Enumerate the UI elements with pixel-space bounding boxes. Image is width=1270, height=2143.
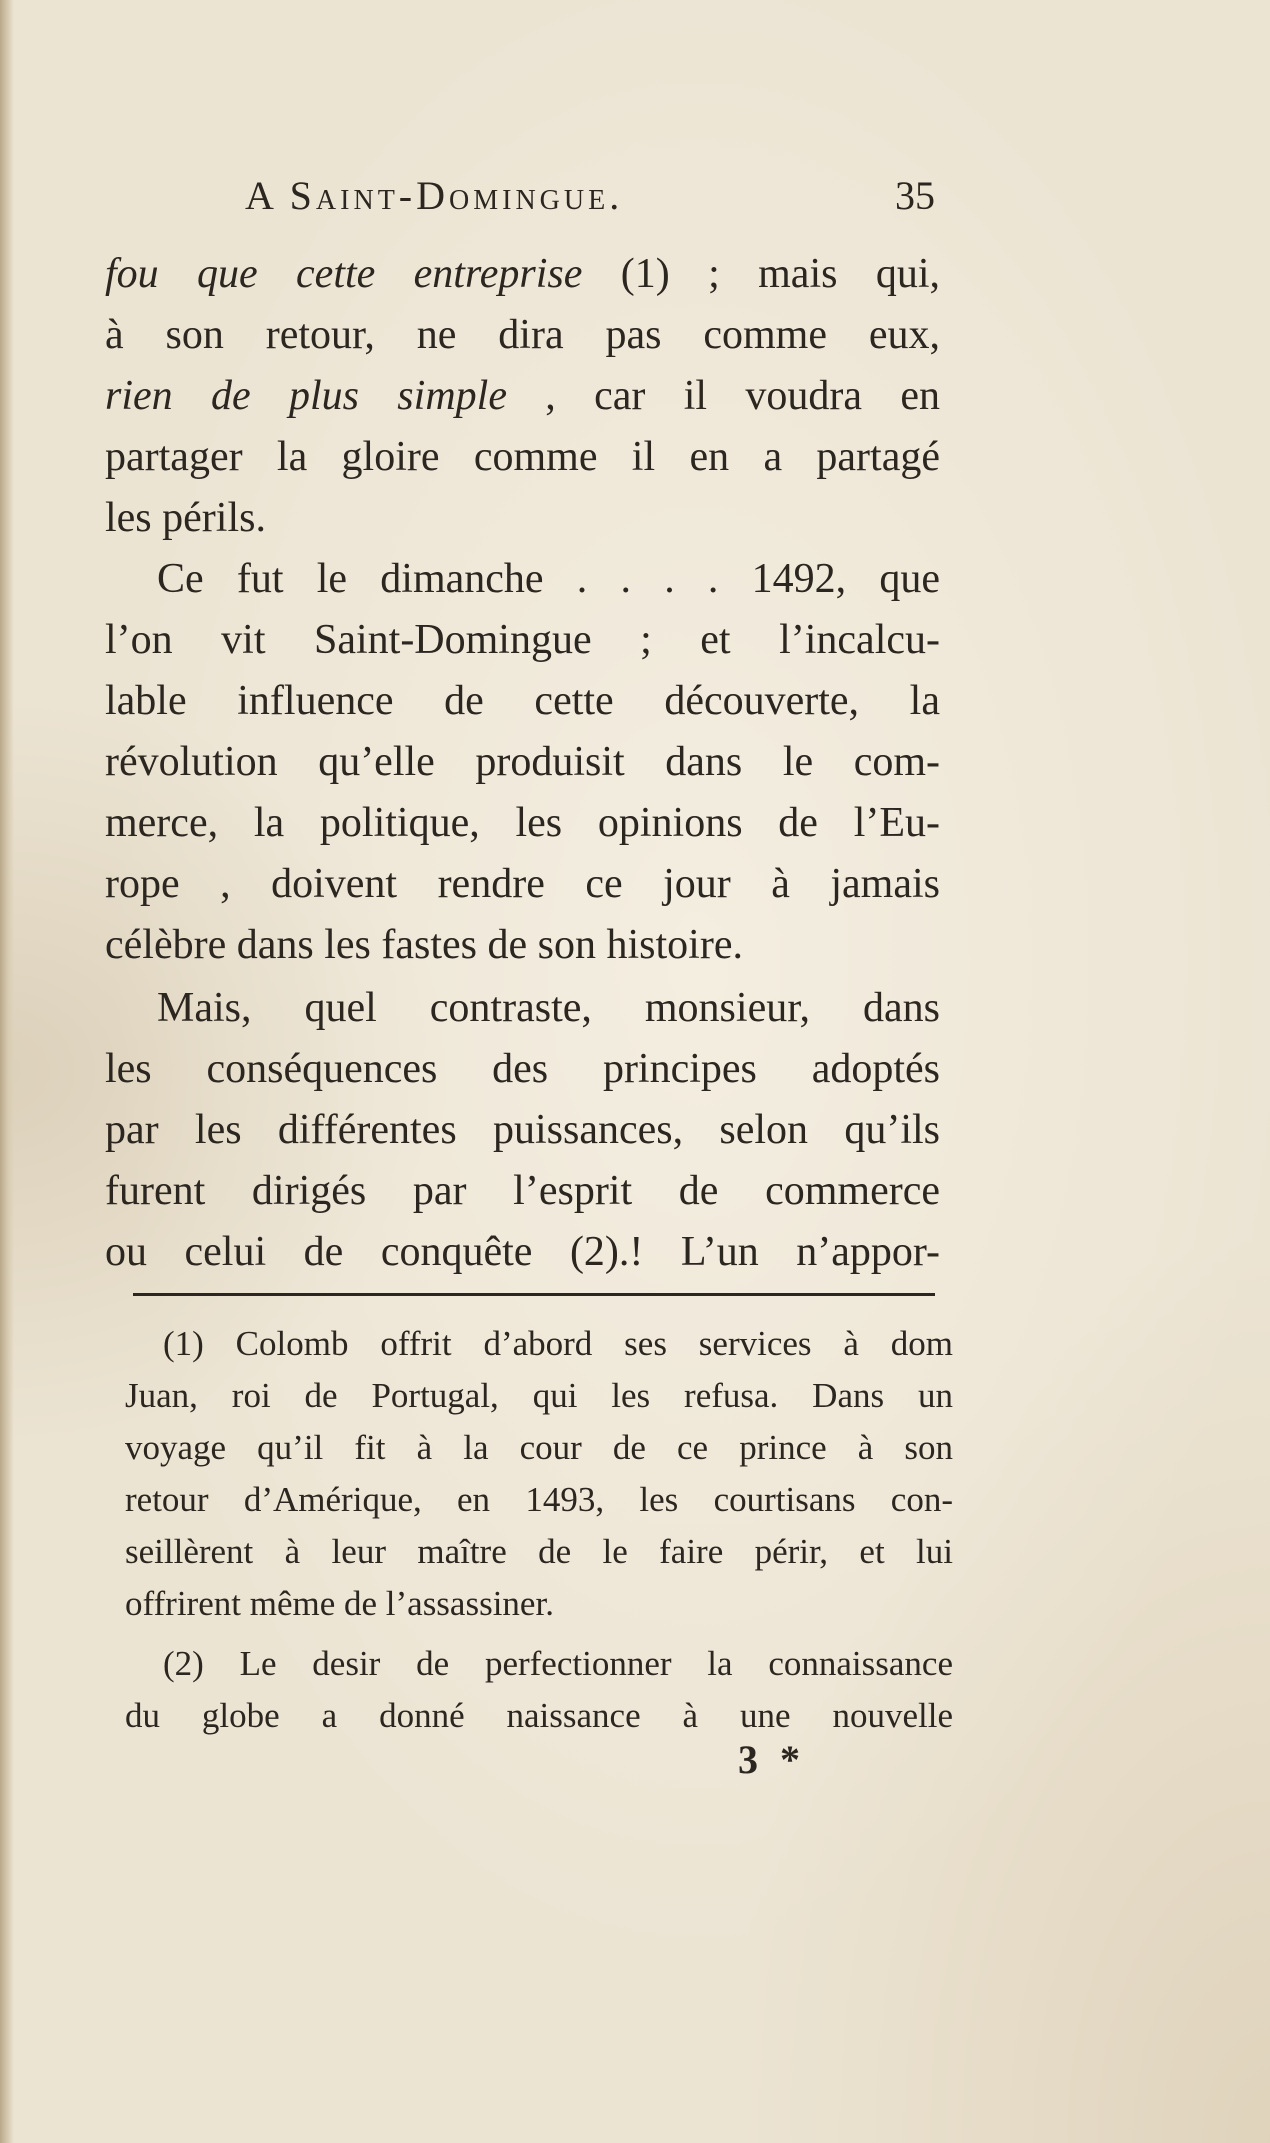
footnote-line: offrirent même de l’assassiner. <box>125 1584 554 1623</box>
footnote-line: du globe a donné naissance à une nouvelle <box>125 1696 953 1735</box>
body-line: révolution qu’elle produisit dans le com- <box>105 739 940 785</box>
footnote-line: seillèrent à leur maître de le faire périr, et lui <box>125 1532 953 1571</box>
footnote-rule <box>133 1293 935 1296</box>
footnote-line: retour d’Amérique, en 1493, les courtisans con- <box>125 1480 953 1519</box>
body-line: à son retour, ne dira pas comme eux, <box>105 312 940 358</box>
body-line-text: , car il voudra en <box>506 373 940 419</box>
body-line: les conséquences des principes adoptés <box>105 1046 940 1092</box>
body-line: par les différentes puissances, selon qu’ils <box>105 1107 940 1153</box>
body-text <box>105 244 940 1283</box>
footnote-line: (1) Colomb offrit d’abord ses services à dom <box>163 1324 953 1363</box>
body-line: rope , doivent rendre ce jour à jamais <box>105 861 940 907</box>
page-number: 35 <box>895 173 935 218</box>
body-line: l’on vit Saint-Domingue ; et l’incalcu- <box>105 617 940 663</box>
body-line: les périls. <box>105 495 266 541</box>
page-gutter-shadow <box>0 0 14 2143</box>
body-line: furent dirigés par l’esprit de commerce <box>105 1168 940 1214</box>
body-line: Ce fut le dimanche . . . . 1492, que <box>157 556 940 602</box>
body-line: merce, la politique, les opinions de l’Eu- <box>105 800 940 846</box>
body-line: ou celui de conquête (2).! L’un n’appor- <box>105 1229 940 1275</box>
body-line <box>105 366 940 427</box>
body-line: célèbre dans les fastes de son histoire. <box>105 922 743 968</box>
footnotes <box>125 1318 953 1742</box>
body-line-italic: fou que cette entreprise <box>105 251 583 297</box>
body-line: Mais, quel contraste, monsieur, dans <box>157 985 940 1031</box>
body-line-text: (1) ; mais qui, <box>582 251 940 297</box>
footnote-line: (2) Le desir de perfectionner la connaissance <box>163 1644 953 1683</box>
page-header <box>245 172 935 232</box>
body-line: lable influence de cette découverte, la <box>105 678 940 724</box>
body-line-italic: rien de plus simple <box>105 373 507 419</box>
running-head: A Saint-Domingue. <box>245 173 624 218</box>
body-line <box>105 244 940 305</box>
footnote-line: Juan, roi de Portugal, qui les refusa. Dans un <box>125 1376 953 1415</box>
signature-mark: 3 * <box>738 1737 806 1782</box>
footnote-line: voyage qu’il fit à la cour de ce prince à son <box>125 1428 953 1467</box>
body-line: partager la gloire comme il en a partagé <box>105 434 940 480</box>
